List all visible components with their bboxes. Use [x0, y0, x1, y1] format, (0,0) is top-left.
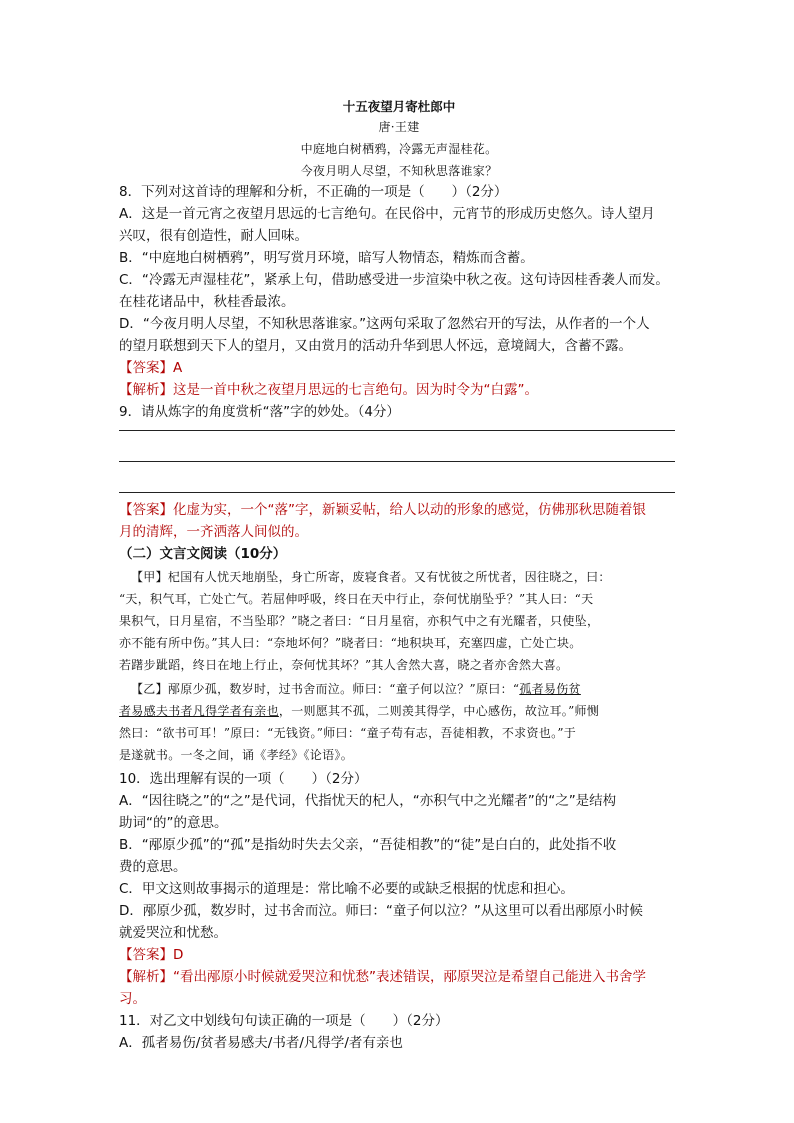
q8-option-c-cont: 在桂花诸品中，秋桂香最浓。 [119, 294, 295, 310]
answer-value: A [173, 360, 183, 376]
passage-jia: 亦不能有所中伤。”其人曰：“奈地坏何？”晓者曰：“地积块耳，充塞四虚，亡处亡块。 [119, 636, 582, 650]
answer-line [119, 430, 675, 431]
q8-analysis [119, 379, 679, 401]
poem-line-1: 中庭地白树栖鸦，冷露无声湿桂花。 [300, 142, 498, 156]
passage-jia: “天，积气耳，亡处亡气。若屈伸呼吸，终日在天中行止，奈何忧崩坠乎？”其人曰：“天 [119, 592, 594, 606]
answer-line [119, 492, 675, 493]
q8-option-d-cont: 的望月联想到天下人的望月，又由赏月的活动升华到思人怀远，意境阔大，含蓄不露。 [119, 338, 632, 354]
analysis-tag: 【解析】 [119, 969, 173, 985]
q10-analysis-cont: 习。 [119, 991, 146, 1007]
q9-answer-cont: 月的清辉，一齐洒落人间似的。 [119, 524, 308, 540]
q10-option-d: D．邴原少孤，数岁时，过书舍而泣。师曰：“童子何以泣？”从这里可以看出邴原小时候 [119, 903, 643, 919]
poem-title: 十五夜望月寄杜郎中 [342, 99, 456, 114]
q8-option-a-cont: 兴叹，很有创造性，耐人回味。 [119, 228, 308, 244]
q8-option-b: B．“中庭地白树栖鸦”，明写赏月环境，暗写人物情态，精炼而含蓄。 [119, 250, 534, 266]
poem-author: 唐·王建 [378, 120, 420, 134]
q11-stem: 11．对乙文中划线句句读正确的一项是（ ）（2分） [119, 1013, 449, 1029]
q8-option-d: D．“今夜月明人尽望，不知秋思落谁家。”这两句采取了忽然宕开的写法，从作者的一个人 [119, 316, 650, 332]
answer-tag: 【答案】 [119, 502, 173, 518]
underlined-sentence: 者易感夫书者凡得学者有亲也 [119, 704, 279, 718]
q9-answer [119, 499, 679, 521]
passage-yi: 然曰：“欲书可耳！”原曰：“无钱资。”师曰：“童子苟有志，吾徒相教，不求资也。”于 [119, 726, 577, 740]
underlined-sentence: 孤者易伤贫 [519, 682, 581, 696]
q10-option-d-cont: 就爱哭泣和忧愁。 [119, 925, 227, 941]
passage-yi [119, 700, 679, 722]
q10-option-a: A．“因往晓之”的“之”是代词，代指忧天的杞人，“亦积气中之光耀者”的“之”是结构 [119, 793, 617, 809]
q10-option-b-cont: 费的意思。 [119, 859, 187, 875]
passage-jia: 若躇步跐蹈，终日在地上行止，奈何忧其坏？”其人舍然大喜，晓之者亦舍然大喜。 [119, 658, 569, 672]
q8-answer [119, 357, 679, 379]
q8-option-c: C．“冷露无声湿桂花”，紧承上句，借助感受进一步渲染中秋之夜。这句诗因桂香袭人而发。 [119, 272, 669, 288]
q10-stem: 10．选出理解有误的一项（ ）（2分） [119, 771, 368, 787]
analysis-text: 这是一首中秋之夜望月思远的七言绝句。因为时令为“白露”。 [173, 382, 538, 398]
passage-yi: 是遂就书。一冬之间，诵《孝经》《论语》。 [119, 748, 354, 762]
analysis-tag: 【解析】 [119, 382, 173, 398]
analysis-text: “看出邴原小时候就爱哭泣和忧愁”表述错误，邴原哭泣是希望自己能进入书舍学 [173, 969, 646, 985]
q10-analysis [119, 966, 679, 988]
passage-jia: 果积气，日月星宿，不当坠耶？”晓之者曰：“日月星宿，亦积气中之有光耀者，只使坠， [119, 614, 600, 628]
answer-tag: 【答案】 [119, 947, 173, 963]
answer-value: D [173, 947, 184, 963]
passage-yi-text: ，一则愿其不孤，二则羡其得学，中心感伤，故泣耳。”师恻 [278, 704, 600, 718]
q8-option-a: A．这是一首元宵之夜望月思远的七言绝句。在民俗中，元宵节的形成历史悠久。诗人望月 [119, 206, 655, 222]
q10-option-c: C．甲文这则故事揭示的道理是：常比喻不必要的或缺乏根据的忧虑和担心。 [119, 881, 574, 897]
q9-stem: 9．请从炼字的角度赏析“落”字的妙处。（4分） [119, 404, 400, 420]
q10-option-b: B．“邴原少孤”的“孤”是指幼时失去父亲，“吾徒相教”的“徒”是白白的，此处指不收 [119, 837, 617, 853]
passage-yi-text: 【乙】邴原少孤，数岁时，过书舍而泣。师曰：“童子何以泣？”原曰：“ [131, 682, 520, 696]
answer-tag: 【答案】 [119, 360, 173, 376]
passage-jia: 【甲】杞国有人忧天地崩坠，身亡所寄，废寝食者。又有忧彼之所忧者，因往晓之，曰： [131, 570, 611, 584]
passage-yi [131, 678, 691, 700]
answer-line [119, 461, 675, 462]
section-heading: （二）文言文阅读（10分） [119, 546, 287, 562]
q11-option-a: A．孤者易伤/贫者易感夫/书者/凡得学/者有亲也 [119, 1035, 403, 1051]
q10-answer [119, 944, 679, 966]
answer-text: 化虚为实，一个“落”字，新颖妥帖，给人以动的形象的感觉，仿佛那秋思随着银 [173, 502, 646, 518]
q8-stem: 8．下列对这首诗的理解和分析，不正确的一项是（ ）（2分） [119, 184, 508, 200]
q10-option-a-cont: 助词“的”的意思。 [119, 815, 228, 831]
poem-line-2: 今夜月明人尽望，不知秋思落谁家？ [300, 164, 498, 178]
